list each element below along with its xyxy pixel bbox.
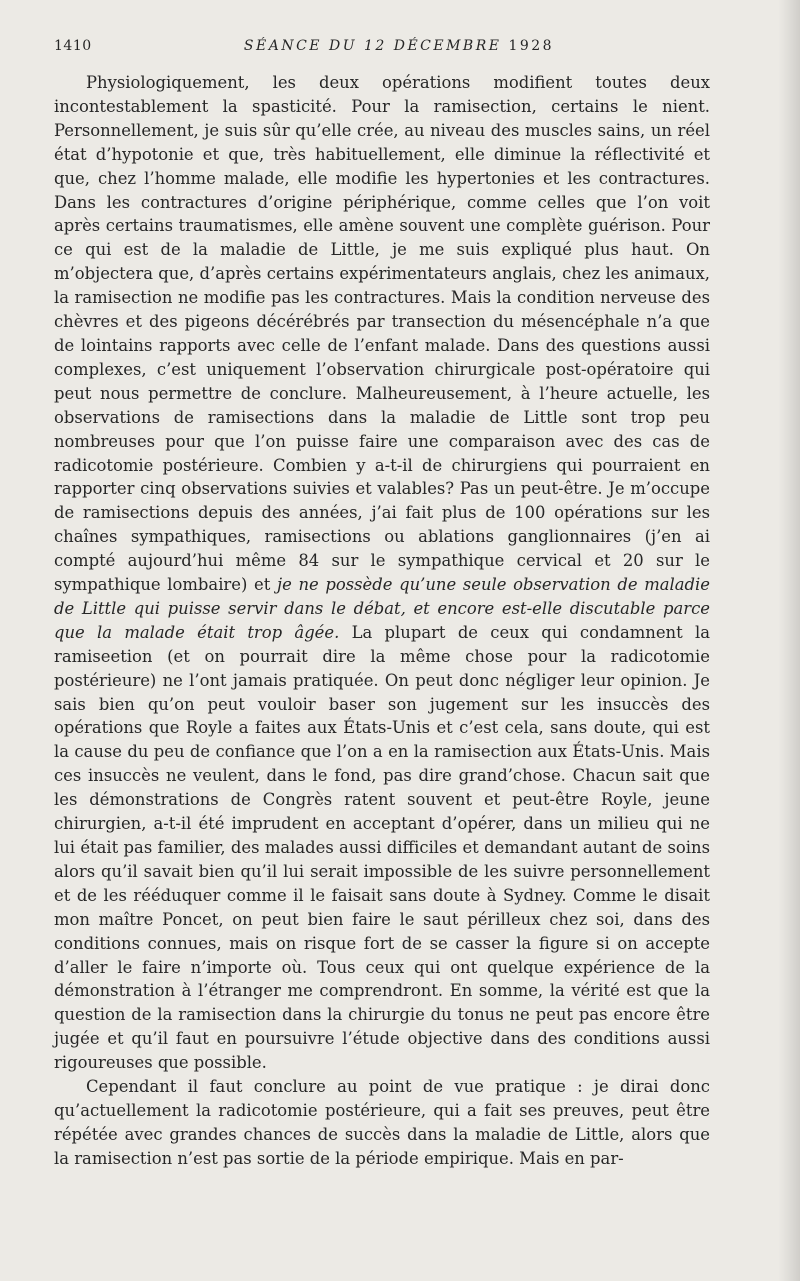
running-head <box>54 36 744 56</box>
running-head-title: SÉANCE DU 12 DÉCEMBRE <box>243 38 502 54</box>
running-head-year: 1928 <box>508 38 555 54</box>
page-number: 1410 <box>54 38 92 54</box>
page-fold-shadow <box>778 0 800 1281</box>
paragraph-2: Cependant il faut conclure au point de vue pratique : je dirai donc qu’actuellement la radicotomie postérieure, qui a fait ses preuves, peut être répétée avec grandes chances de succès dans la maladie de Little, alors que la ramisection n’est pas sortie de la période empirique. Mais en par- <box>54 1077 710 1168</box>
paragraph-1-italic-passage: je ne possède qu’une seule observation de maladie de Little qui puisse servir dans le débat, et encore est-elle discutable parce que la malade était trop âgée. <box>54 575 710 642</box>
paragraph-1 <box>54 71 710 1075</box>
paragraph-1-text-start: Physiologiquement, les deux opérations modifient toutes deux incontestablement la spasticité. Pour la ramisection, certains le nient. Personnellement, je suis sûr qu’elle crée, au niveau des muscles sains, un réel état d’hypotonie et que, très habituellement, elle diminue la réflectivité et que, chez l’homme malade, elle modifie les hypertonies et les contractures. Dans les contractures d’origine périphérique, comme celles que l’on voit après certains traumatismes, elle amène souvent une complète guérison. Pour ce qui est de la maladie de Little, je me suis expliqué plus haut. On m’objectera que, d’après certains expérimentateurs anglais, chez les animaux, la ramisection ne modifie pas les contractures. Mais la condition nerveuse des chèvres et des pigeons décérébrés par transection du mésencéphale n’a que de lointains rapports avec celle de l’enfant malade. Dans des questions aussi complexes, c’est uniquement l’observation chirurgicale post-opératoire qui peut nous permettre de conclure. Malheureusement, à l’heure actuelle, les observations de ramisections dans la maladie de Little sont trop peu nombreuses pour que l’on puisse faire une comparaison avec des cas de radicotomie postérieure. Combien y a-t-il de chirurgiens qui pourraient en rapporter cinq observations suivies et valables? Pas un peut-être. Je m’occupe de ramisections depuis des années, j’ai fait plus de 100 opérations sur les chaînes sympathiques, ramisections ou ablations ganglionnaires (j’en ai compté aujourd’hui même 84 sur le sympathique cervical et 20 sur le sympathique lombaire) et <box>54 73 710 595</box>
body-text <box>54 71 710 1171</box>
paragraph-1-text-end: La plupart de ceux qui condamnent la ramiseetion (et on pourrait dire la même chose pour la radicotomie postérieure) ne l’ont jamais pratiquée. On peut donc négliger leur opinion. Je sais bien qu’on peut vouloir baser son jugement sur les insuccès des opérations que Royle a faites aux États-Unis et c’est cela, sans doute, qui est la cause du peu de confiance que l’on a en la ramisection aux États-Unis. Mais ces insuccès ne veulent, dans le fond, pas dire grand’chose. Chacun sait que les démonstrations de Congrès ratent souvent et peut-être Royle, jeune chirurgien, a-t-il été imprudent en acceptant d’opérer, dans un milieu qui ne lui était pas familier, des malades aussi difficiles et demandant autant de soins alors qu’il savait bien qu’il lui serait impossible de les suivre personnellement et de les rééduquer comme il le faisait sans doute à Sydney. Comme le disait mon maître Poncet, on peut bien faire le saut périlleux chez soi, dans des conditions connues, mais on risque fort de se casser la figure si on accepte d’aller le faire n’importe où. Tous ceux qui ont quelque expérience de la démonstration à l’étranger me comprendront. En somme, la vérité est que la question de la ramisection dans la chirurgie du tonus ne peut pas encore être jugée et qu’il faut en poursuivre l’étude objective dans des conditions aussi rigoureuses que possible. <box>54 622 710 1073</box>
page-header <box>54 36 744 56</box>
